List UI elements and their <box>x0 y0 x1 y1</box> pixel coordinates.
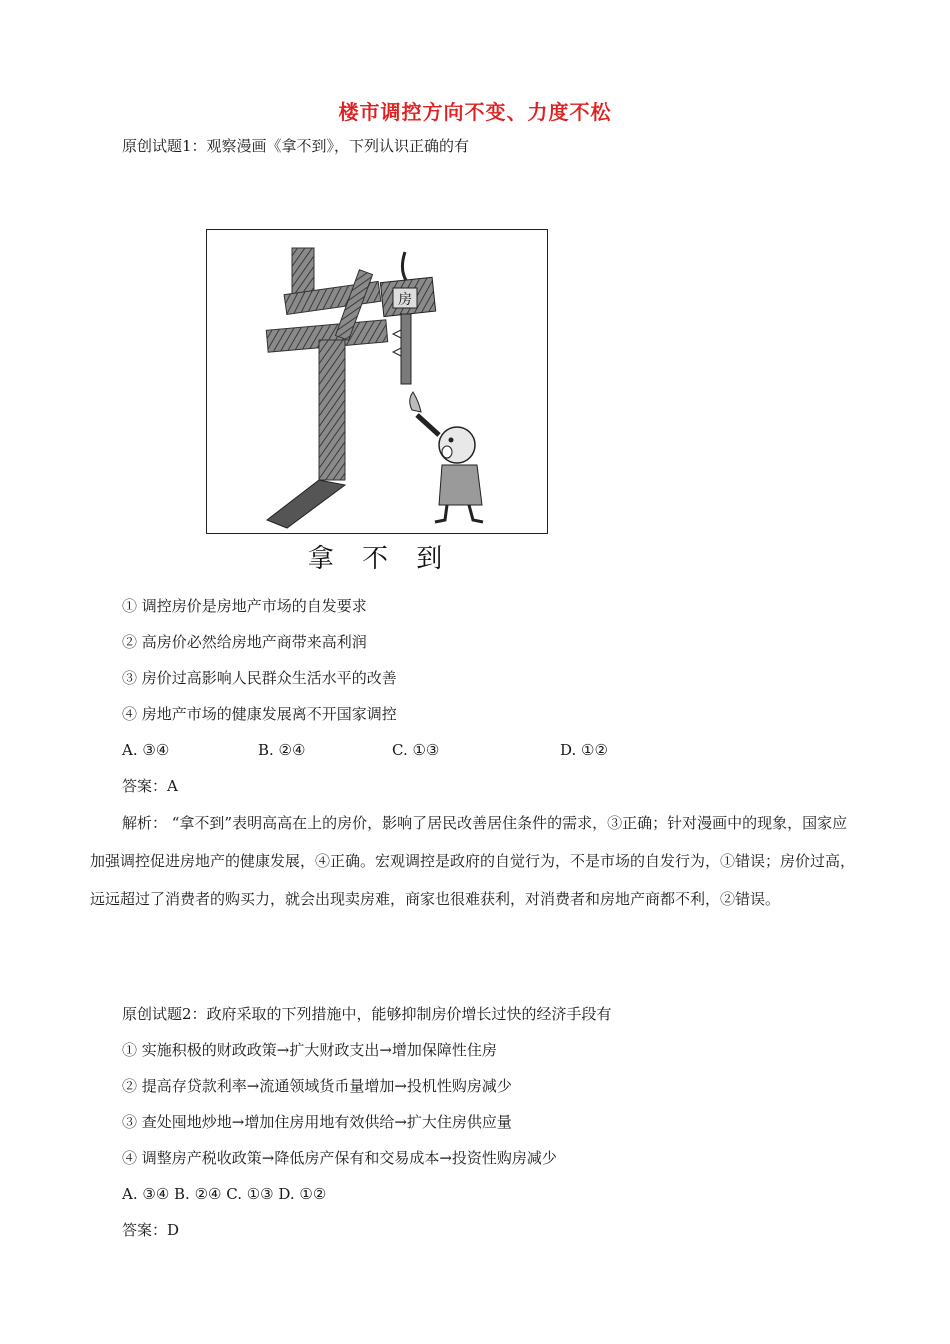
q1-option-d: D. ①② <box>560 741 608 759</box>
q2-statement-3: ③ 查处囤地炒地→增加住房用地有效供给→扩大住房供应量 <box>122 1113 512 1131</box>
q2-statement-4: ④ 调整房产税收政策→降低房产保有和交易成本→投资性购房减少 <box>122 1149 557 1167</box>
q1-analysis: 解析： “拿不到”表明高高在上的房价，影响了居民改善居住条件的需求，③正确；针对漫画中的现象，国家应加强调控促进房地产的健康发展，④正确。宏观调控是政府的自觉行为，不是市场的自发行为，①错误；房价过高，远远超过了消费者的购买力，就会出现卖房难，商家也很难获利，对消费者和房地产商都不利，②错误。 <box>90 814 856 908</box>
q2-statement-2: ② 提高存贷款利率→流通领域货币量增加→投机性购房减少 <box>122 1077 512 1095</box>
cartoon-caption: 拿 不 到 <box>307 544 453 574</box>
q2-options: A. ③④ B. ②④ C. ①③ D. ①② <box>122 1185 327 1203</box>
q1-option-a: A. ③④ <box>122 741 170 759</box>
q1-option-b: B. ②④ <box>258 741 306 759</box>
q1-statement-4: ④ 房地产市场的健康发展离不开国家调控 <box>122 705 397 723</box>
key-sign-text: 房 <box>398 292 412 308</box>
q1-answer: 答案：A <box>122 777 178 795</box>
q2-stem: 原创试题2：政府采取的下列措施中，能够抑制房价增长过快的经济手段有 <box>122 1005 612 1023</box>
cartoon-image <box>206 229 548 534</box>
q1-option-c: C. ①③ <box>392 741 440 759</box>
q1-statement-2: ② 高房价必然给房地产商带来高利润 <box>122 633 367 651</box>
man-drawing <box>410 392 483 522</box>
q1-statement-1: ① 调控房价是房地产市场的自发要求 <box>122 597 367 615</box>
price-character-drawing <box>266 248 387 528</box>
q1-stem: 原创试题1：观察漫画《拿不到》，下列认识正确的有 <box>122 137 470 155</box>
q1-statement-3: ③ 房价过高影响人民群众生活水平的改善 <box>122 669 397 687</box>
cartoon-drawing <box>207 230 546 532</box>
key-drawing <box>380 252 435 384</box>
page-title: 楼市调控方向不变、力度不松 <box>338 100 612 124</box>
q2-statement-1: ① 实施积极的财政政策→扩大财政支出→增加保障性住房 <box>122 1041 497 1059</box>
q2-answer: 答案：D <box>122 1221 180 1239</box>
